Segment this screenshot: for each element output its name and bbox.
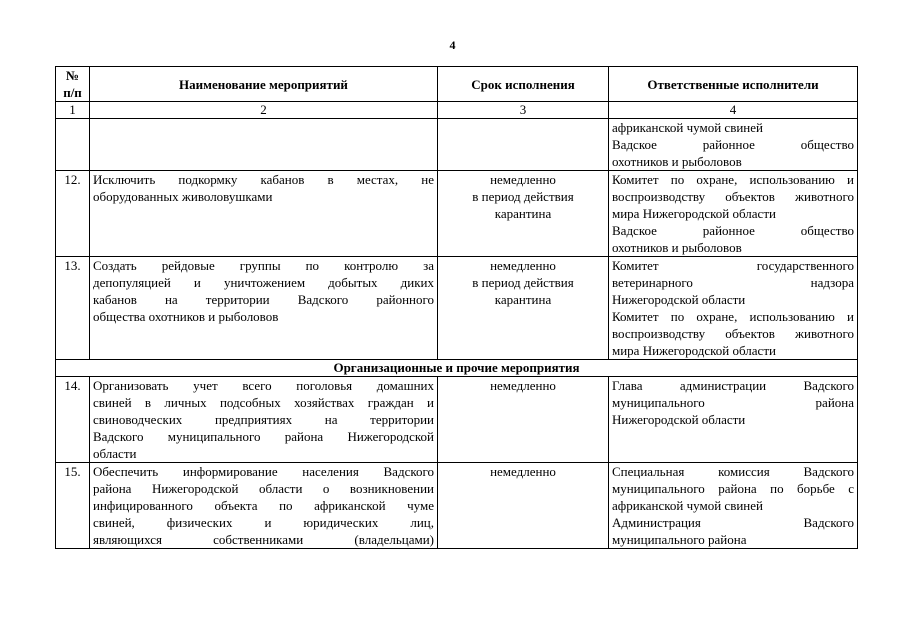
responsible-line: охотников и рыболовов xyxy=(612,240,742,255)
row-name-cell xyxy=(90,171,438,257)
table-row xyxy=(56,119,858,171)
row-deadline-cell xyxy=(438,257,609,360)
column-number: 1 xyxy=(56,102,90,119)
deadline-line: немедленно xyxy=(490,378,556,393)
name-line: являющихся собственниками (владельцами) xyxy=(93,532,434,547)
header-deadline: Срок исполнения xyxy=(438,67,609,102)
responsible-line: Администрация Вадского xyxy=(612,515,854,530)
row-responsible-cell xyxy=(609,171,858,257)
row-name-cell xyxy=(90,377,438,463)
deadline-line: в период действия xyxy=(472,189,574,204)
section-title: Организационные и прочие мероприятия xyxy=(56,360,858,377)
row-responsible-cell xyxy=(609,463,858,549)
responsible-line: Комитет по охране, использованию и xyxy=(612,172,854,187)
row-num-cell: 14. xyxy=(56,377,90,463)
column-number: 3 xyxy=(438,102,609,119)
responsible-line: Вадское районное общество xyxy=(612,223,854,238)
column-number: 4 xyxy=(609,102,858,119)
row-name-cell xyxy=(90,463,438,549)
name-line: области xyxy=(93,446,137,461)
name-line: Вадского муниципального района Нижегородской xyxy=(93,429,434,444)
name-line: свиней, физических и юридических лиц, xyxy=(93,515,434,530)
row-num-cell: 12. xyxy=(56,171,90,257)
row-deadline-cell xyxy=(438,119,609,171)
name-line: Создать рейдовые группы по контролю за xyxy=(93,258,434,273)
column-number: 2 xyxy=(90,102,438,119)
table-row xyxy=(56,171,858,257)
responsible-line: Комитет государственного xyxy=(612,258,854,273)
row-deadline-cell xyxy=(438,377,609,463)
responsible-line: Специальная комиссия Вадского xyxy=(612,464,854,479)
responsible-line: муниципального района xyxy=(612,532,747,547)
responsible-line: мира Нижегородской области xyxy=(612,343,776,358)
row-num-cell: 13. xyxy=(56,257,90,360)
responsible-line: африканской чумой свиней xyxy=(612,120,763,135)
deadline-line: немедленно xyxy=(490,258,556,273)
row-deadline-cell xyxy=(438,171,609,257)
responsible-line: муниципального района xyxy=(612,395,854,410)
responsible-line: ветеринарного надзора xyxy=(612,275,854,290)
row-num-cell: 15. xyxy=(56,463,90,549)
responsible-line: африканской чумой свиней xyxy=(612,498,763,513)
header-responsible: Ответственные исполнители xyxy=(609,67,858,102)
name-line: инфицированного объекта по африканской чуме xyxy=(93,498,434,513)
table-row xyxy=(56,377,858,463)
responsible-line: Нижегородской области xyxy=(612,412,746,427)
row-responsible-cell xyxy=(609,119,858,171)
responsible-line: воспроизводству объектов животного xyxy=(612,326,854,341)
name-line: свиней в личных подсобных хозяйствах граждан и xyxy=(93,395,434,410)
row-name-cell xyxy=(90,257,438,360)
deadline-line: немедленно xyxy=(490,464,556,479)
name-line: общества охотников и рыболовов xyxy=(93,309,279,324)
page-number: 4 xyxy=(449,38,456,52)
row-responsible-cell xyxy=(609,257,858,360)
deadline-line: немедленно xyxy=(490,172,556,187)
name-line: Организовать учет всего поголовья домашних xyxy=(93,378,434,393)
responsible-line: Комитет по охране, использованию и xyxy=(612,309,854,324)
table-row xyxy=(56,257,858,360)
responsible-line: Глава администрации Вадского xyxy=(612,378,854,393)
responsible-line: Вадское районное общество xyxy=(612,137,854,152)
name-line: Исключить подкормку кабанов в местах, не xyxy=(93,172,434,187)
name-line: кабанов на территории Вадского районного xyxy=(93,292,434,307)
measures-table xyxy=(55,66,858,549)
responsible-line: воспроизводству объектов животного xyxy=(612,189,854,204)
responsible-line: мира Нижегородской области xyxy=(612,206,776,221)
name-line: депопуляцией и уничтожением добытых диких xyxy=(93,275,434,290)
deadline-line: в период действия xyxy=(472,275,574,290)
row-name-cell xyxy=(90,119,438,171)
deadline-line: карантина xyxy=(494,206,552,221)
responsible-line: охотников и рыболовов xyxy=(612,154,742,169)
section-row xyxy=(56,360,858,377)
deadline-line: карантина xyxy=(494,292,552,307)
header-num: № п/п xyxy=(56,67,90,102)
header-name: Наименование мероприятий xyxy=(90,67,438,102)
table-row xyxy=(56,463,858,549)
name-line: Обеспечить информирование населения Вадского xyxy=(93,464,434,479)
column-number-row xyxy=(56,102,858,119)
name-line: свиноводческих предприятиях на территории xyxy=(93,412,434,427)
row-num-cell xyxy=(56,119,90,171)
row-deadline-cell xyxy=(438,463,609,549)
table-header-row xyxy=(56,67,858,102)
row-responsible-cell xyxy=(609,377,858,463)
responsible-line: муниципального района по борьбе с xyxy=(612,481,854,496)
responsible-line: Нижегородской области xyxy=(612,292,746,307)
name-line: района Нижегородской области о возникновении xyxy=(93,481,434,496)
name-line: оборудованных живоловушками xyxy=(93,189,273,204)
